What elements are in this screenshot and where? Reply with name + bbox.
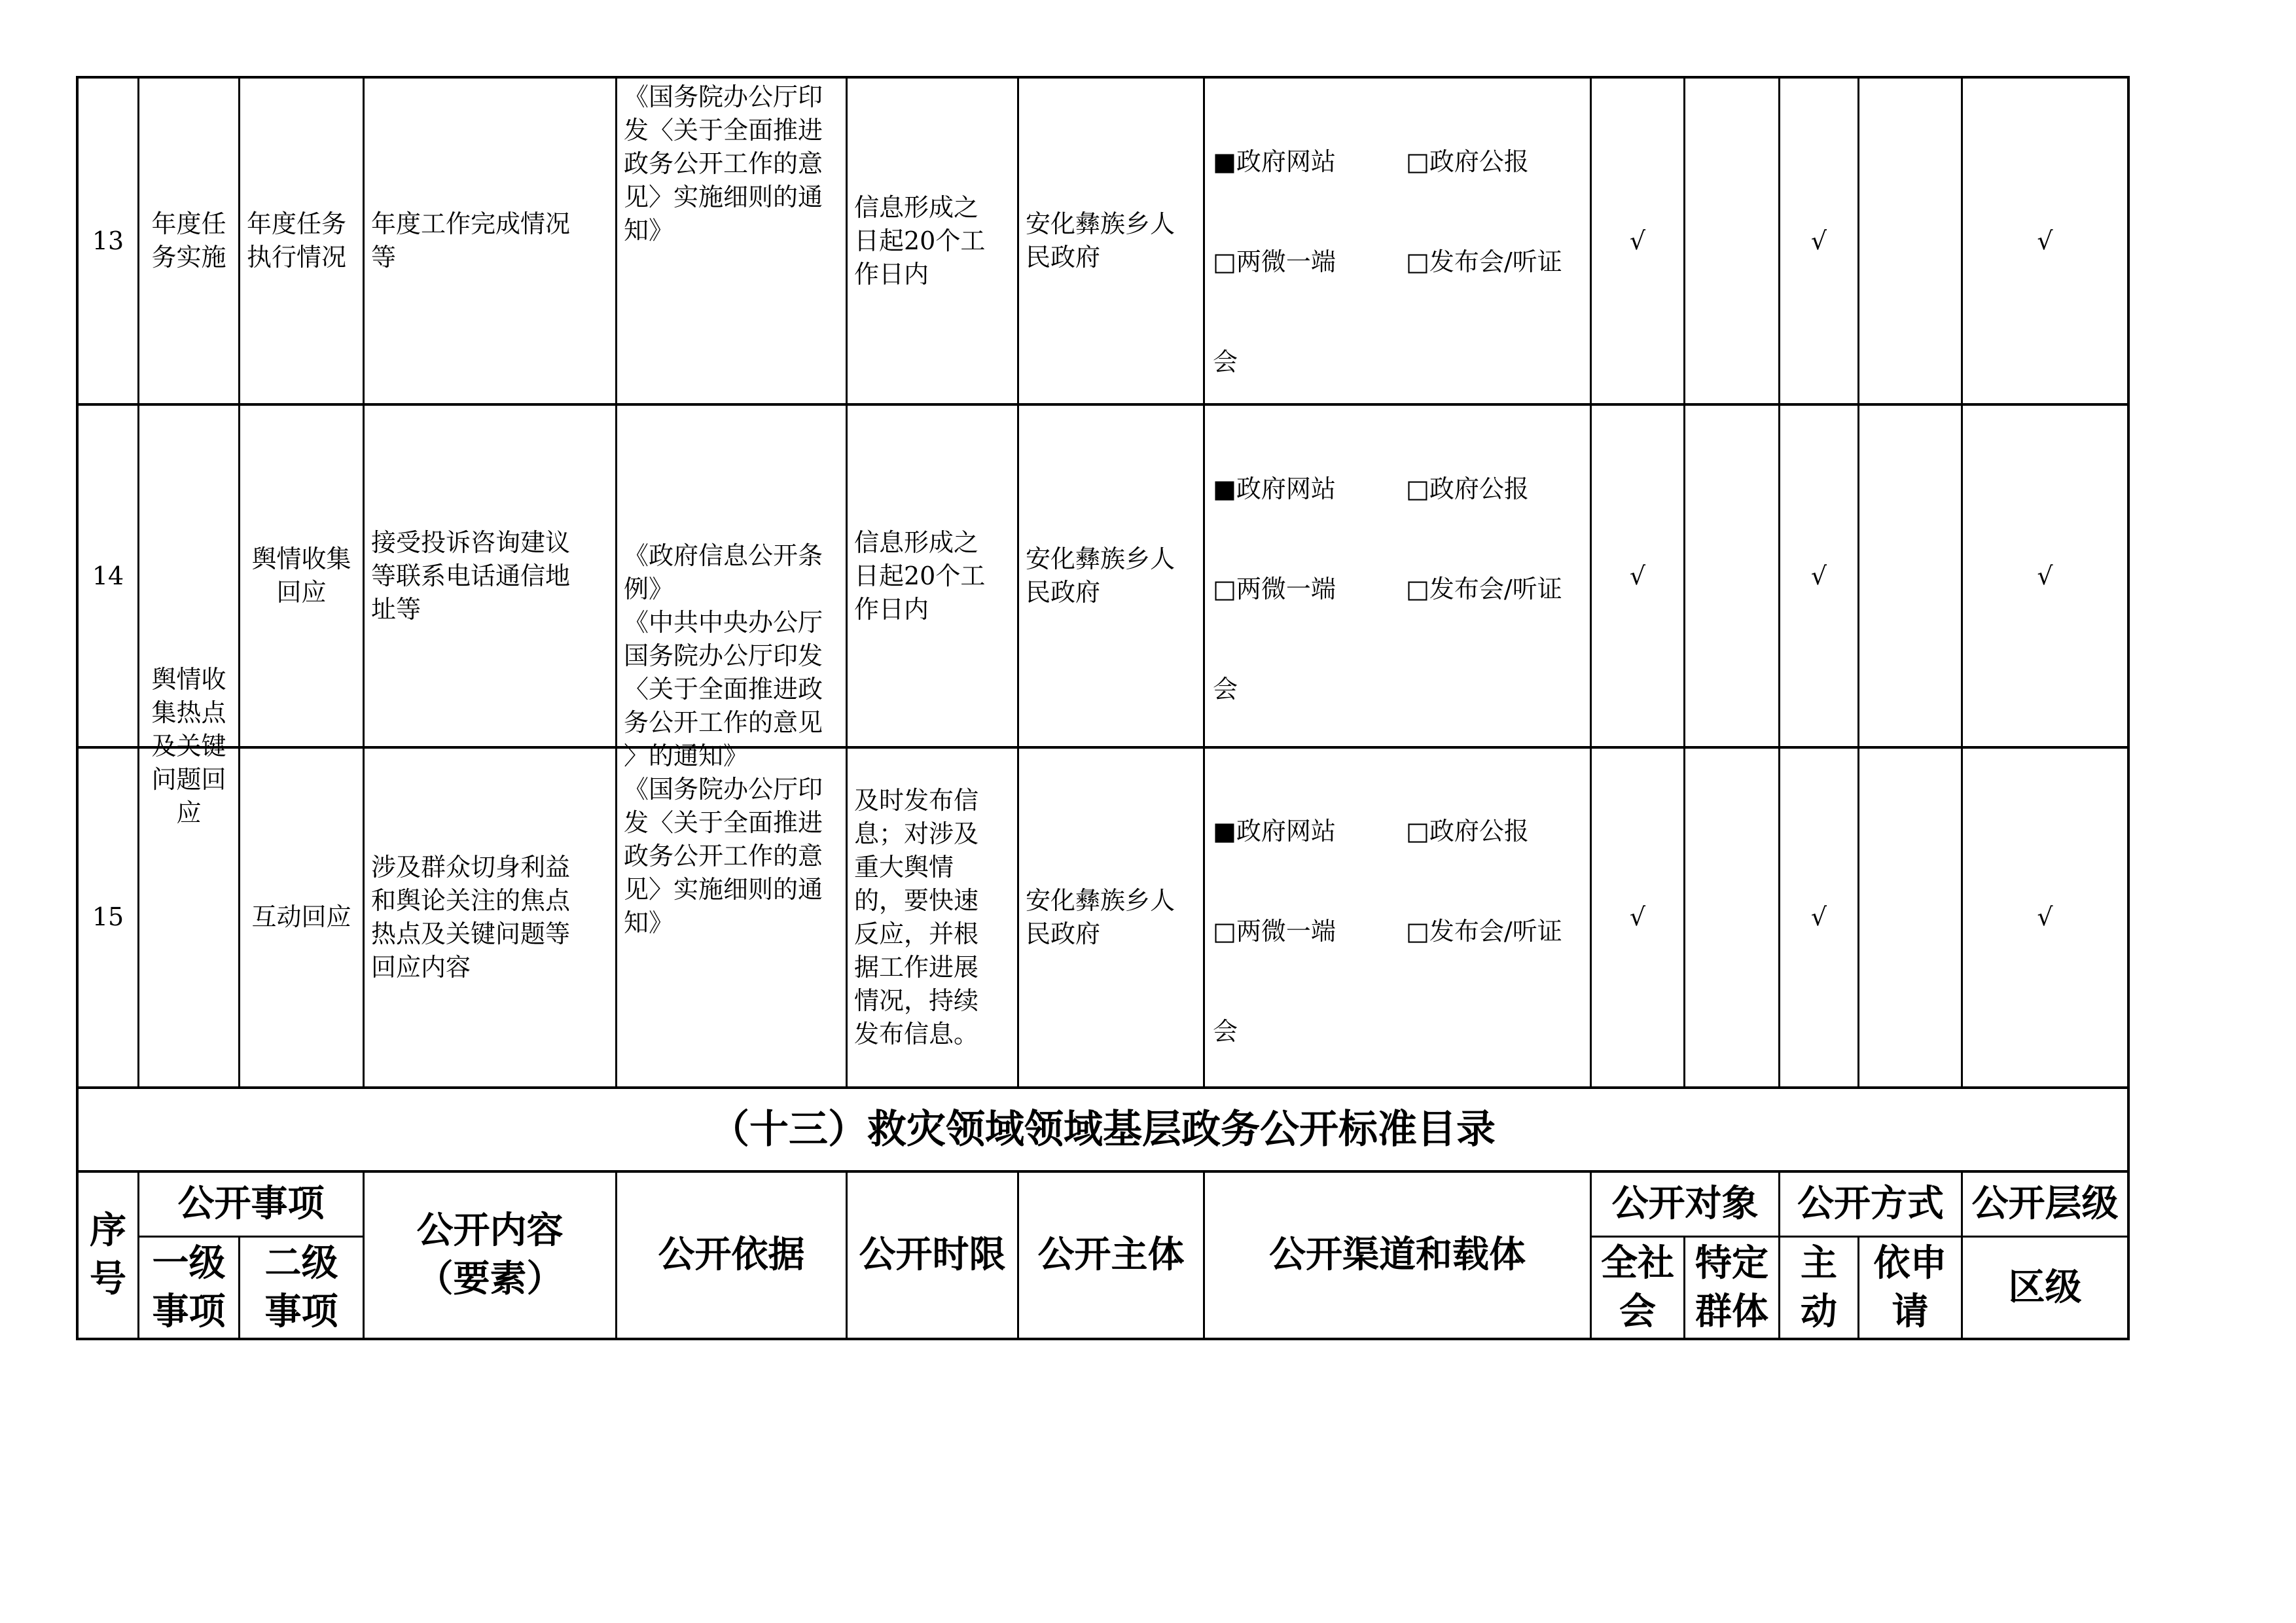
vline-proactive bbox=[1857, 76, 1859, 1088]
header-level2: 二级 事项 bbox=[264, 1241, 338, 1333]
vline-right bbox=[2127, 76, 2130, 1340]
row15-seq: 15 bbox=[92, 902, 124, 931]
header-matters: 公开事项 bbox=[177, 1183, 325, 1225]
line-bottom bbox=[76, 1338, 2130, 1340]
section-title: （十三）救灾领域领域基层政务公开标准目录 bbox=[710, 1106, 1496, 1152]
header-on-request: 依申 请 bbox=[1873, 1241, 1947, 1333]
channel-gov-website: ■政府网站 bbox=[1213, 474, 1336, 503]
row13-basis: 《国务院办公厅印 发〈关于全面推进 政务公开工作的意 见〉实施细则的通 知》 bbox=[624, 82, 823, 245]
row13-subject: 安化彝族乡人 民政府 bbox=[1026, 209, 1175, 272]
row15-proactive: √ bbox=[1810, 902, 1827, 931]
channel-gov-website: ■政府网站 bbox=[1213, 817, 1336, 846]
header-level1: 一级 事项 bbox=[152, 1241, 226, 1333]
row14-seq: 14 bbox=[92, 561, 124, 590]
row14-level2: 舆情收集 回应 bbox=[251, 544, 351, 607]
channel-press-hearing: □发布会/听证 bbox=[1406, 575, 1562, 603]
row14-time-limit: 信息形成之 日起20个工 作日内 bbox=[854, 527, 986, 624]
header-specific-group: 特定 群体 bbox=[1695, 1241, 1768, 1333]
channel-gov-gazette: □政府公报 bbox=[1406, 817, 1529, 846]
row15-level2: 互动回应 bbox=[251, 902, 351, 931]
row14-15-basis: 《政府信息公开条 例》 《中共中央办公厅 国务院办公厅印发 〈关于全面推进政 务公开工作的意见 〉的通知》 《国务院办公厅印 发〈关于全面推进 政务公开工作的意 见〉实施细则的通 知》 bbox=[624, 541, 823, 937]
channel-gov-gazette: □政府公报 bbox=[1406, 147, 1529, 176]
channel-wechat-weibo: □两微一端 bbox=[1213, 247, 1336, 276]
channel-press-hearing-cont: 会 bbox=[1213, 675, 1238, 704]
channel-gov-gazette: □政府公报 bbox=[1406, 474, 1529, 503]
row13-seq: 13 bbox=[92, 226, 124, 255]
channel-press-hearing-cont: 会 bbox=[1213, 348, 1238, 376]
channel-press-hearing: □发布会/听证 bbox=[1406, 247, 1562, 276]
row15-whole-society: √ bbox=[1629, 902, 1646, 931]
row14-channels bbox=[1205, 406, 1590, 746]
header-content: 公开内容 （要素） bbox=[416, 1209, 564, 1300]
header-time-limit: 公开时限 bbox=[859, 1234, 1006, 1276]
vline-whole bbox=[1683, 76, 1685, 1088]
channel-press-hearing-cont: 会 bbox=[1213, 1017, 1238, 1046]
header-whole-society: 全社 会 bbox=[1601, 1241, 1674, 1333]
row13-content: 年度工作完成情况 等 bbox=[371, 209, 571, 272]
header-target: 公开对象 bbox=[1611, 1183, 1759, 1225]
header-method: 公开方式 bbox=[1797, 1183, 1944, 1225]
row14-proactive: √ bbox=[1810, 561, 1827, 590]
row15-channels bbox=[1205, 748, 1590, 1086]
row15-district: √ bbox=[2037, 902, 2053, 931]
row13-level1: 年度任 务实施 bbox=[151, 209, 226, 272]
row13-level2: 年度任务 执行情况 bbox=[247, 209, 347, 272]
header-district: 区级 bbox=[2008, 1266, 2082, 1309]
row13-whole-society: √ bbox=[1629, 226, 1646, 255]
row13-district: √ bbox=[2037, 226, 2053, 255]
header-channels: 公开渠道和载体 bbox=[1269, 1234, 1526, 1276]
row14-district: √ bbox=[2037, 561, 2053, 590]
channel-gov-website: ■政府网站 bbox=[1213, 147, 1336, 176]
row15-subject: 安化彝族乡人 民政府 bbox=[1026, 885, 1175, 948]
row13-proactive: √ bbox=[1810, 226, 1827, 255]
row13-channels bbox=[1205, 79, 1590, 403]
row14-subject: 安化彝族乡人 民政府 bbox=[1026, 544, 1175, 607]
header-basis: 公开依据 bbox=[658, 1234, 805, 1276]
row15-content: 涉及群众切身利益 和舆论关注的焦点 热点及关键问题等 回应内容 bbox=[371, 852, 571, 982]
header-proactive: 主 动 bbox=[1801, 1241, 1837, 1333]
row14-15-level1: 舆情收 集热点 及关键 问题回 应 bbox=[151, 664, 226, 827]
row14-whole-society: √ bbox=[1629, 561, 1646, 590]
channel-wechat-weibo: □两微一端 bbox=[1213, 575, 1336, 603]
channel-press-hearing: □发布会/听证 bbox=[1406, 917, 1562, 946]
row13-time-limit: 信息形成之 日起20个工 作日内 bbox=[854, 192, 986, 289]
channel-wechat-weibo: □两微一端 bbox=[1213, 917, 1336, 946]
row15-time-limit: 及时发布信 息；对涉及 重大舆情 的，要快速 反应，并根 据工作进展 情况，持续 发布信息。 bbox=[854, 785, 979, 1048]
row14-content: 接受投诉咨询建议 等联系电话通信地 址等 bbox=[371, 527, 571, 624]
header-level: 公开层级 bbox=[1971, 1183, 2119, 1225]
header-subject: 公开主体 bbox=[1037, 1234, 1185, 1276]
header-seq: 序 号 bbox=[90, 1209, 126, 1300]
